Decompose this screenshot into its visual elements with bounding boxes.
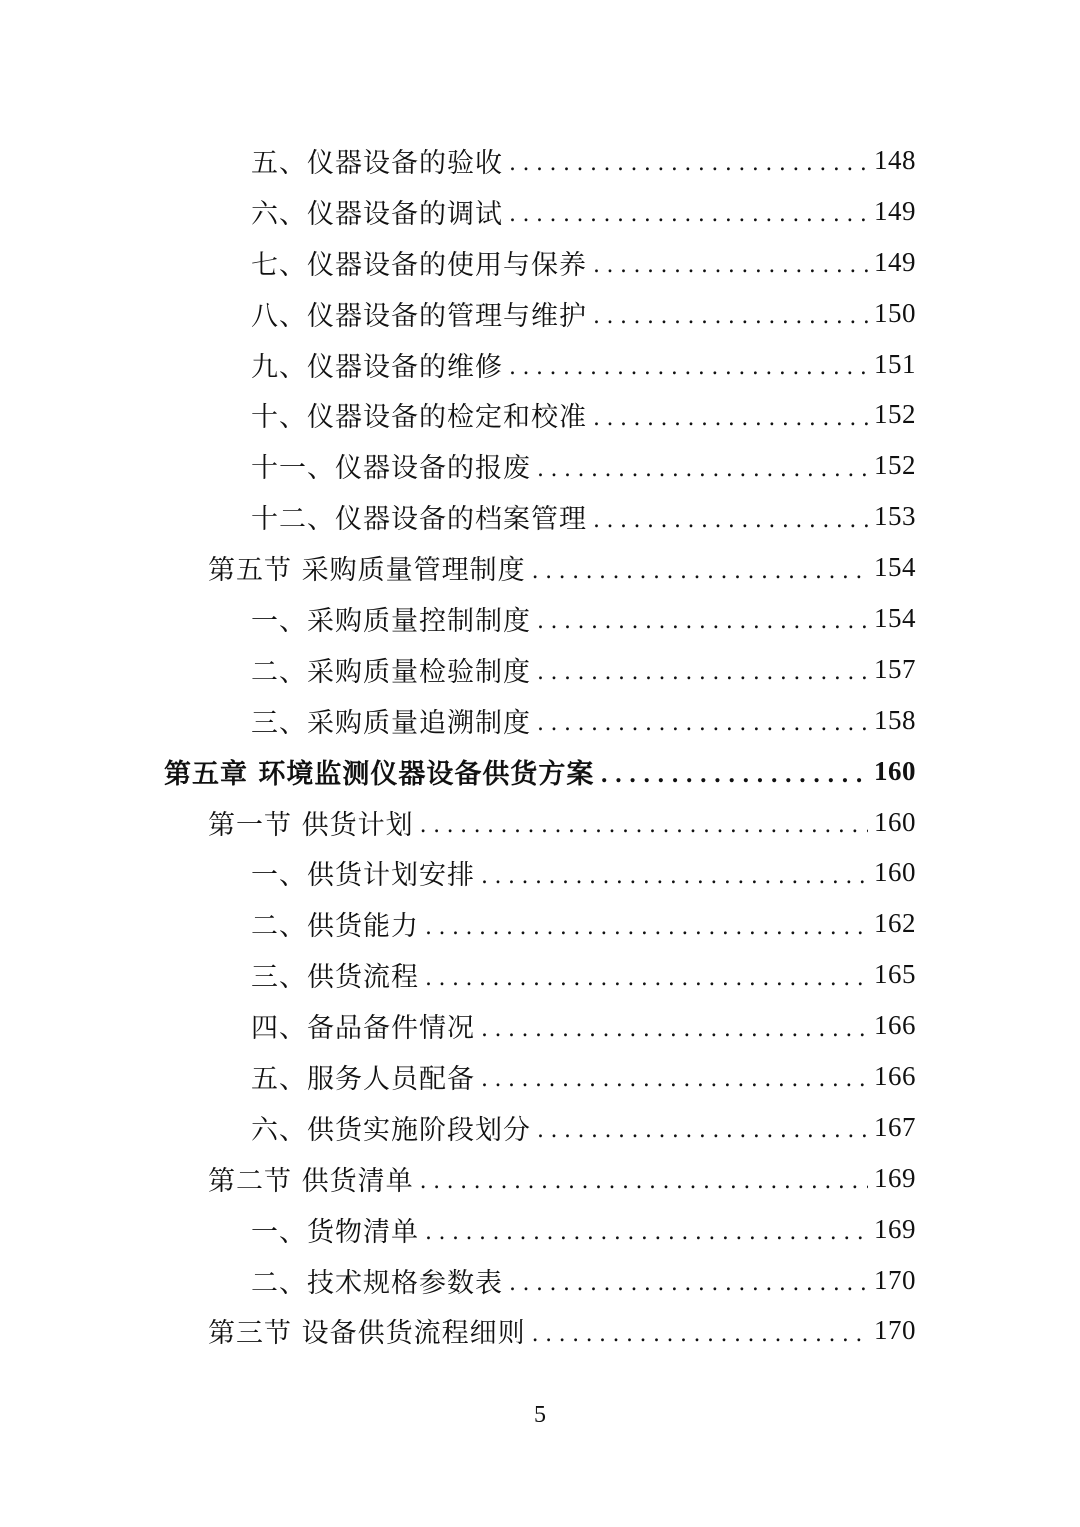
toc-entry-title: 八、仪器设备的管理与维护 (251, 300, 587, 332)
toc-entry[interactable] (0, 389, 1080, 440)
toc-leader-dots (537, 603, 868, 633)
toc-leader-dots (509, 196, 868, 226)
toc-entry-page: 149 (874, 195, 916, 226)
toc-entry-page: 166 (874, 1060, 916, 1091)
toc-entry-title: 一、货物清单 (251, 1216, 419, 1248)
toc-entry[interactable] (0, 339, 1080, 390)
toc-entry-title: 六、仪器设备的调试 (251, 198, 503, 230)
toc-leader-dots (481, 1011, 868, 1041)
toc-entry-title: 第五节 采购质量管理制度 (208, 555, 526, 587)
toc-leader-dots (481, 858, 868, 888)
toc-entry-page: 170 (874, 1315, 916, 1346)
toc-entry-title: 三、供货流程 (251, 962, 419, 994)
toc-leader-dots (509, 349, 868, 379)
toc-entry-page: 154 (874, 552, 916, 583)
toc-entry-page: 165 (874, 959, 916, 990)
toc-entry-page: 150 (874, 297, 916, 328)
toc-leader-dots (600, 756, 868, 786)
table-of-contents (0, 135, 1080, 1356)
toc-entry[interactable] (0, 695, 1080, 746)
toc-entry-title: 第五章 环境监测仪器设备供货方案 (164, 758, 595, 790)
toc-entry-title: 七、仪器设备的使用与保养 (251, 249, 587, 281)
toc-entry-page: 160 (874, 806, 916, 837)
toc-entry[interactable] (0, 949, 1080, 1000)
toc-entry-page: 167 (874, 1111, 916, 1142)
toc-entry[interactable] (0, 1255, 1080, 1306)
toc-entry-page: 158 (874, 704, 916, 735)
toc-leader-dots (532, 553, 868, 583)
toc-entry[interactable] (0, 237, 1080, 288)
toc-entry[interactable] (0, 593, 1080, 644)
toc-entry-title: 三、采购质量追溯制度 (251, 707, 531, 739)
toc-entry[interactable] (0, 1000, 1080, 1051)
toc-entry-page: 169 (874, 1162, 916, 1193)
toc-entry[interactable] (0, 1102, 1080, 1153)
toc-entry-page: 148 (874, 144, 916, 175)
toc-entry[interactable] (0, 746, 1080, 797)
toc-entry-title: 五、服务人员配备 (251, 1063, 475, 1095)
toc-entry-page: 153 (874, 501, 916, 532)
toc-entry-title: 二、采购质量检验制度 (251, 656, 531, 688)
toc-leader-dots (593, 400, 868, 430)
toc-entry-title: 第二节 供货清单 (208, 1165, 414, 1197)
toc-entry[interactable] (0, 491, 1080, 542)
toc-leader-dots (537, 451, 868, 481)
toc-entry[interactable] (0, 847, 1080, 898)
toc-entry-page: 170 (874, 1264, 916, 1295)
toc-leader-dots (532, 1316, 868, 1346)
toc-leader-dots (420, 1163, 868, 1193)
toc-entry[interactable] (0, 135, 1080, 186)
toc-entry-title: 十二、仪器设备的档案管理 (251, 504, 587, 536)
toc-entry-title: 六、供货实施阶段划分 (251, 1114, 531, 1146)
toc-leader-dots (420, 807, 868, 837)
toc-entry-title: 五、仪器设备的验收 (251, 147, 503, 179)
toc-entry[interactable] (0, 1204, 1080, 1255)
toc-entry[interactable] (0, 440, 1080, 491)
toc-entry-page: 157 (874, 653, 916, 684)
toc-entry[interactable] (0, 1051, 1080, 1102)
toc-entry[interactable] (0, 542, 1080, 593)
toc-entry-page: 160 (874, 755, 916, 786)
toc-leader-dots (537, 705, 868, 735)
toc-entry-page: 169 (874, 1213, 916, 1244)
toc-leader-dots (425, 1214, 868, 1244)
toc-entry-page: 154 (874, 602, 916, 633)
toc-entry-page: 162 (874, 908, 916, 939)
toc-entry-title: 十、仪器设备的检定和校准 (251, 402, 587, 434)
toc-leader-dots (425, 960, 868, 990)
toc-leader-dots (425, 909, 868, 939)
toc-leader-dots (593, 247, 868, 277)
toc-entry-title: 一、供货计划安排 (251, 860, 475, 892)
toc-entry-page: 152 (874, 399, 916, 430)
toc-leader-dots (537, 654, 868, 684)
toc-leader-dots (481, 1061, 868, 1091)
toc-entry-page: 166 (874, 1010, 916, 1041)
toc-leader-dots (593, 502, 868, 532)
toc-entry[interactable] (0, 797, 1080, 848)
toc-entry-title: 十一、仪器设备的报废 (251, 453, 531, 485)
toc-leader-dots (509, 145, 868, 175)
toc-entry[interactable] (0, 898, 1080, 949)
toc-entry[interactable] (0, 1153, 1080, 1204)
toc-entry[interactable] (0, 288, 1080, 339)
toc-entry[interactable] (0, 1305, 1080, 1356)
toc-entry-title: 二、技术规格参数表 (251, 1267, 503, 1299)
toc-entry-title: 第一节 供货计划 (208, 809, 414, 841)
toc-entry-page: 152 (874, 450, 916, 481)
toc-entry-page: 151 (874, 348, 916, 379)
toc-leader-dots (593, 298, 868, 328)
toc-entry-title: 一、采购质量控制制度 (251, 605, 531, 637)
toc-entry-title: 四、备品备件情况 (251, 1013, 475, 1045)
toc-entry-title: 二、供货能力 (251, 911, 419, 943)
page-number: 5 (534, 1402, 546, 1428)
toc-leader-dots (537, 1112, 868, 1142)
toc-entry[interactable] (0, 644, 1080, 695)
toc-leader-dots (509, 1265, 868, 1295)
toc-entry-title: 第三节 设备供货流程细则 (208, 1318, 526, 1350)
toc-entry[interactable] (0, 186, 1080, 237)
toc-entry-page: 160 (874, 857, 916, 888)
toc-entry-page: 149 (874, 246, 916, 277)
toc-entry-title: 九、仪器设备的维修 (251, 351, 503, 383)
